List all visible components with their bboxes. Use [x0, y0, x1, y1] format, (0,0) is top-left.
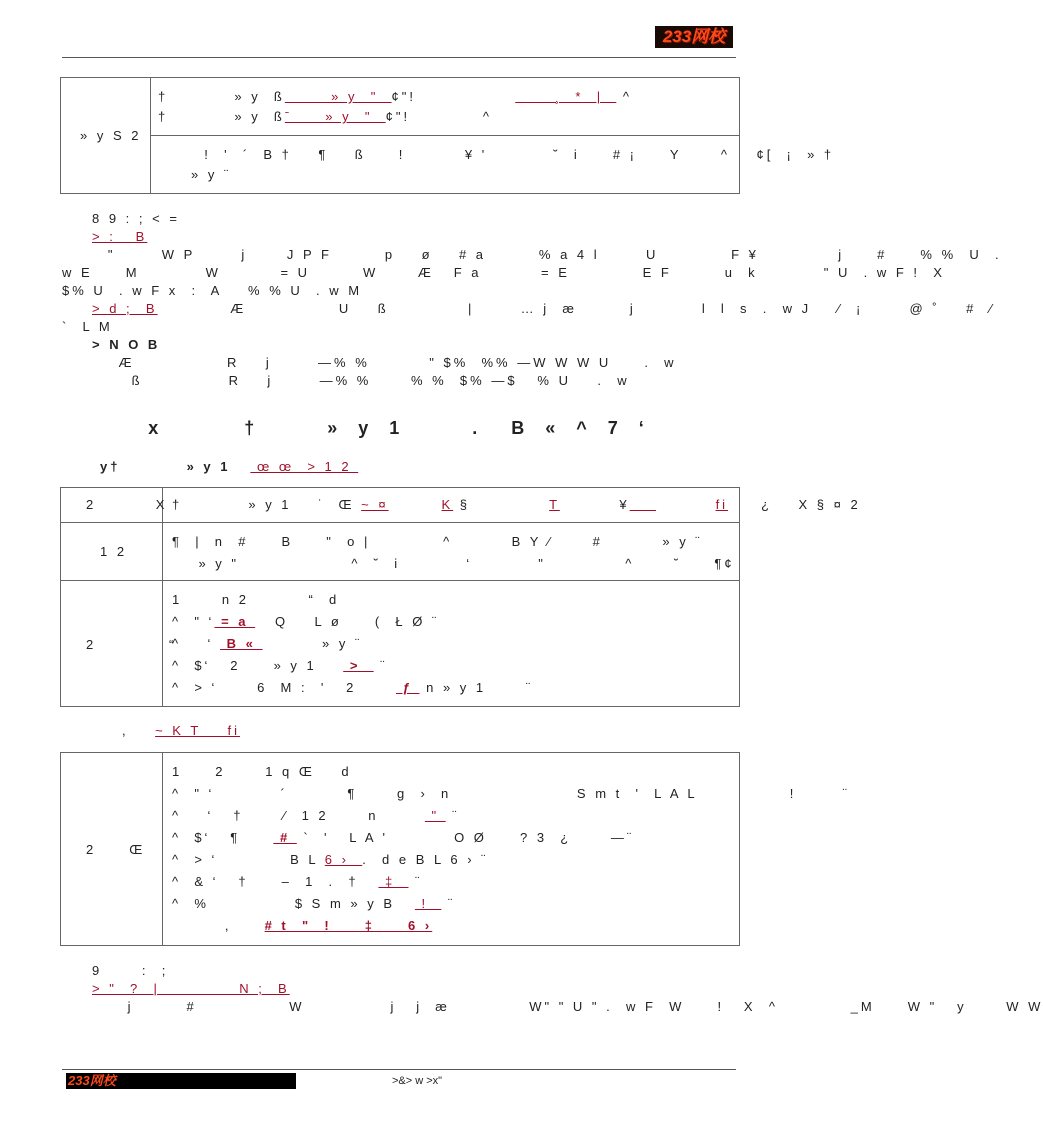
link[interactable]: » y "	[284, 89, 392, 104]
bullet-item: Æ R j —% % " $% %% —W W W U . w	[92, 355, 677, 370]
link[interactable]: 6 ›	[324, 852, 363, 867]
paragraph-line: $% U . w F x : A % % U . w M	[62, 283, 363, 298]
section-link[interactable]: > d ; B	[92, 301, 158, 316]
schedule-table-col-divider	[162, 752, 163, 946]
bullet-heading: > N O B	[92, 337, 161, 352]
link[interactable]: = a	[214, 614, 256, 629]
schedule-table-label: 2 Œ	[86, 842, 146, 857]
section-link[interactable]: > " ? | N ; B	[92, 981, 290, 996]
link[interactable]: ¸ * |	[515, 89, 617, 104]
schedule-line: ^ > ‘ B L 6 › . d e B L 6 › ¨	[172, 852, 489, 867]
link[interactable]: œ œ > 1 2	[250, 459, 359, 474]
top-table-row-divider	[150, 135, 740, 136]
info-table-r3-line5: ^ > ‘ 6 M : ' 2 ƒ n » y 1 ¨	[172, 680, 534, 695]
info-table-col-divider	[162, 487, 163, 707]
info-table-r3-line3: ^ ‘ B « » y ¨	[172, 636, 363, 651]
info-table-row-divider	[60, 522, 740, 523]
page-title: x † » y 1 . B « ^ 7 ‘	[148, 418, 652, 438]
paragraph-line: Æ U ß | … j æ j l l s . w J ⁄ ¡ @ ˚ # ⁄	[157, 301, 995, 316]
footer-logo: 233网校	[66, 1073, 296, 1089]
info-table-r3-label: 2 “	[86, 637, 177, 652]
link[interactable]: >	[343, 658, 374, 673]
link[interactable]: B «	[220, 636, 263, 651]
paragraph-line: " W P j J P F p ø # a % a 4 l U F ¥ j # % % U .	[88, 247, 1002, 262]
sub-heading: , ~ K T fi	[122, 723, 240, 738]
link[interactable]: #	[273, 830, 297, 845]
section-heading: 8 9 : ; < =	[92, 211, 180, 226]
info-table-r2-line2: » y " ^ ˘ i ‘ " ^ ˘ ¶¢	[172, 556, 735, 571]
link[interactable]: ~ K T fi	[155, 723, 240, 738]
info-table-r3-line2: ^ " ‘ = a Q L ø ( Ł Ø ¨	[172, 614, 440, 629]
schedule-line: ^ " ‘ ´ ¶ g › n S m t ' L A L ! ¨	[172, 786, 850, 801]
section-heading: 9 : ;	[92, 963, 169, 978]
info-table-r1-label: 2 X	[86, 497, 168, 512]
link[interactable]	[630, 497, 656, 512]
footer-divider	[62, 1069, 736, 1070]
section-link[interactable]: > : B	[92, 229, 148, 244]
link[interactable]: K	[441, 497, 454, 512]
schedule-line: , # t " ! ‡ 6 ›	[172, 918, 433, 933]
top-table-r2-line1: ! ' ´ B † ¶ ß ! ¥ ' ˘ i # ¡ Y ^ ¢[ ¡ » †	[158, 147, 835, 162]
bullet-item: ß R j —% % % % $% —$ % U . w	[92, 373, 630, 388]
top-table-r2-line2: » y ¨	[158, 167, 232, 182]
link[interactable]: !	[414, 896, 442, 911]
intro-line: y† » y 1 œ œ > 1 2	[100, 459, 359, 474]
link[interactable]: ˉ » y "	[284, 109, 386, 124]
top-table-row-label: » y S 2	[80, 128, 142, 143]
brand-logo: 233网校	[655, 26, 733, 48]
link[interactable]: ƒ	[396, 680, 420, 695]
link[interactable]: ‡	[378, 874, 409, 889]
paragraph-line: j # W j j æ W" " U " . w F W ! X ^ _M W " y W W	[88, 999, 1043, 1014]
page-number: >&> w >x"	[392, 1075, 443, 1087]
link[interactable]: "	[424, 808, 446, 823]
info-table-r3-line4: ^ $‘ 2 » y 1 > ¨	[172, 658, 388, 673]
schedule-line: ^ % $ S m » y B ! ¨	[172, 896, 456, 911]
schedule-line: ^ ‘ † ⁄ 1 2 n " ¨	[172, 808, 460, 823]
link[interactable]: fi	[715, 497, 729, 512]
link[interactable]: T	[549, 497, 560, 512]
schedule-line: ^ & ‘ † – 1 . † ‡ ¨	[172, 874, 423, 889]
schedule-line: ^ $‘ ¶ # ` ' L A ' O Ø ? 3 ¿ —¨	[172, 830, 635, 845]
link[interactable]: ~ ¤	[361, 497, 389, 512]
paragraph-line: ` L M	[62, 319, 113, 334]
paragraph-line: w E M W = U W Æ F a = E E F u k " U . w F ! X	[62, 265, 945, 280]
top-table-r1-line1: † » y ß » y " ¢"! ¸ * | ^	[158, 89, 633, 104]
info-table-r2-line1: ¶ | n # B " o | ^ B Y ⁄ # » y ¨	[172, 534, 703, 549]
header-divider	[62, 57, 736, 58]
info-table-r2-label: 1 2	[100, 544, 128, 559]
info-table-row-divider	[60, 580, 740, 581]
top-table-r1-line2: † » y ßˉ » y " ¢"! ^	[158, 109, 492, 124]
info-table-r1-content: † » y 1 ˙ Œ ~ ¤ K § T ¥ fi ¿ X § ¤ 2	[172, 497, 861, 512]
link[interactable]: # t " ! ‡ 6 ›	[264, 918, 433, 933]
info-table-r3-line1: 1 n 2 “ d	[172, 592, 340, 607]
schedule-line: 1 2 1 q Œ d	[172, 764, 352, 779]
